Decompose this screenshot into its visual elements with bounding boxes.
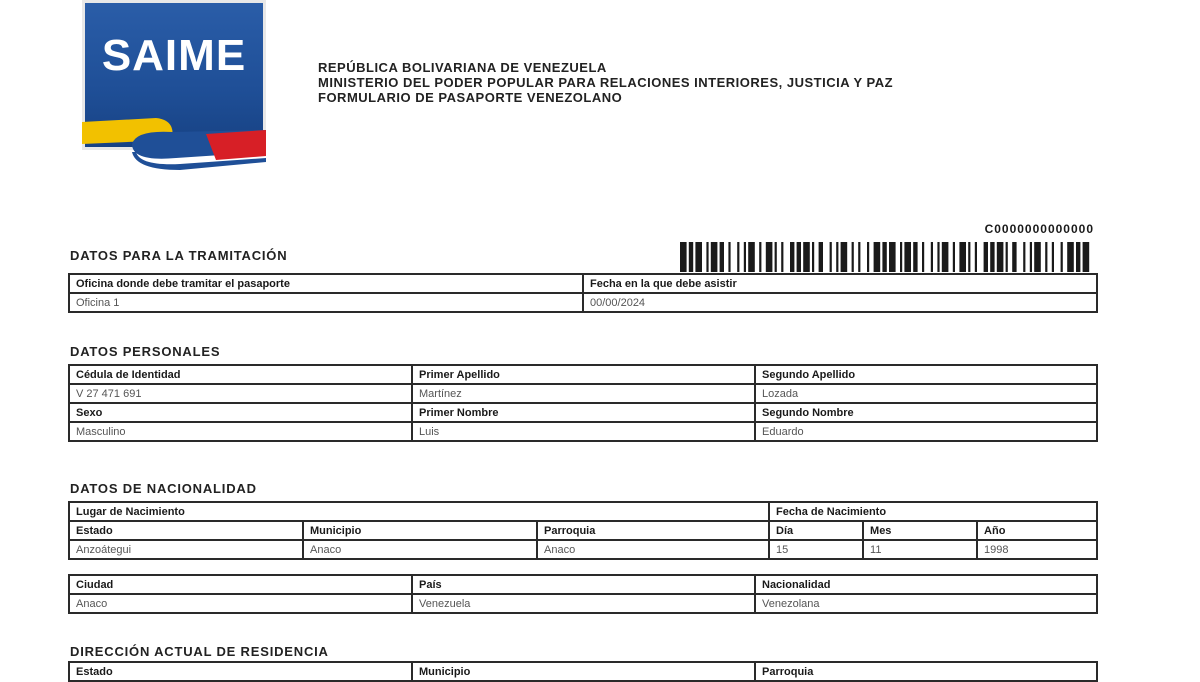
direccion-estado-label: Estado (69, 662, 412, 681)
dia-value: 15 (769, 540, 863, 559)
primer-nombre-value: Luis (412, 422, 755, 441)
office-label: Oficina donde debe tramitar el pasaporte (69, 274, 583, 293)
sexo-value: Masculino (69, 422, 412, 441)
estado-value: Anzoátegui (69, 540, 303, 559)
sexo-label: Sexo (69, 403, 412, 422)
table-nacionalidad-2 (68, 574, 1098, 614)
table-nacionalidad (68, 501, 1098, 560)
municipio-value: Anaco (303, 540, 537, 559)
primer-apellido-value: Martínez (412, 384, 755, 403)
logo-brand-text: SAIME (101, 31, 247, 80)
section-title-personales: DATOS PERSONALES (70, 344, 221, 359)
section-title-direccion: DIRECCIÓN ACTUAL DE RESIDENCIA (70, 644, 329, 659)
segundo-nombre-label: Segundo Nombre (755, 403, 1097, 422)
cedula-label: Cédula de Identidad (69, 365, 412, 384)
primer-nombre-label: Primer Nombre (412, 403, 755, 422)
ciudad-value: Anaco (69, 594, 412, 613)
date-value: 00/00/2024 (583, 293, 1097, 312)
fecha-nacimiento-label: Fecha de Nacimiento (769, 502, 1097, 521)
pais-label: País (412, 575, 755, 594)
lugar-nacimiento-label: Lugar de Nacimiento (69, 502, 769, 521)
anio-label: Año (977, 521, 1097, 540)
table-tramitacion (68, 273, 1098, 313)
header-line-form: FORMULARIO DE PASAPORTE VENEZOLANO (318, 90, 623, 105)
segundo-nombre-value: Eduardo (755, 422, 1097, 441)
mes-label: Mes (863, 521, 977, 540)
header-line-ministry: MINISTERIO DEL PODER POPULAR PARA RELACIONES INTERIORES, JUSTICIA Y PAZ (318, 75, 894, 90)
direccion-municipio-label: Municipio (412, 662, 755, 681)
pais-value: Venezuela (412, 594, 755, 613)
barcode-number: C0000000000000 (984, 222, 1094, 236)
estado-label: Estado (69, 521, 303, 540)
parroquia-value: Anaco (537, 540, 769, 559)
section-title-nacionalidad: DATOS DE NACIONALIDAD (70, 481, 257, 496)
section-title-tramitacion: DATOS PARA LA TRAMITACIÓN (70, 248, 288, 263)
date-label: Fecha en la que debe asistir (583, 274, 1097, 293)
flag-ribbon-icon (76, 100, 272, 182)
header-line-republic: REPÚBLICA BOLIVARIANA DE VENEZUELA (318, 60, 607, 75)
mes-value: 11 (863, 540, 977, 559)
document-header (318, 60, 893, 105)
segundo-apellido-label: Segundo Apellido (755, 365, 1097, 384)
nacionalidad-label: Nacionalidad (755, 575, 1097, 594)
dia-label: Día (769, 521, 863, 540)
table-direccion (68, 661, 1098, 682)
anio-value: 1998 (977, 540, 1097, 559)
saime-logo (76, 0, 272, 182)
cedula-value: V 27 471 691 (69, 384, 412, 403)
barcode-icon (680, 242, 1092, 272)
ciudad-label: Ciudad (69, 575, 412, 594)
municipio-label: Municipio (303, 521, 537, 540)
parroquia-label: Parroquia (537, 521, 769, 540)
segundo-apellido-value: Lozada (755, 384, 1097, 403)
primer-apellido-label: Primer Apellido (412, 365, 755, 384)
office-value: Oficina 1 (69, 293, 583, 312)
nacionalidad-value: Venezolana (755, 594, 1097, 613)
table-personales (68, 364, 1098, 442)
direccion-parroquia-label: Parroquia (755, 662, 1097, 681)
